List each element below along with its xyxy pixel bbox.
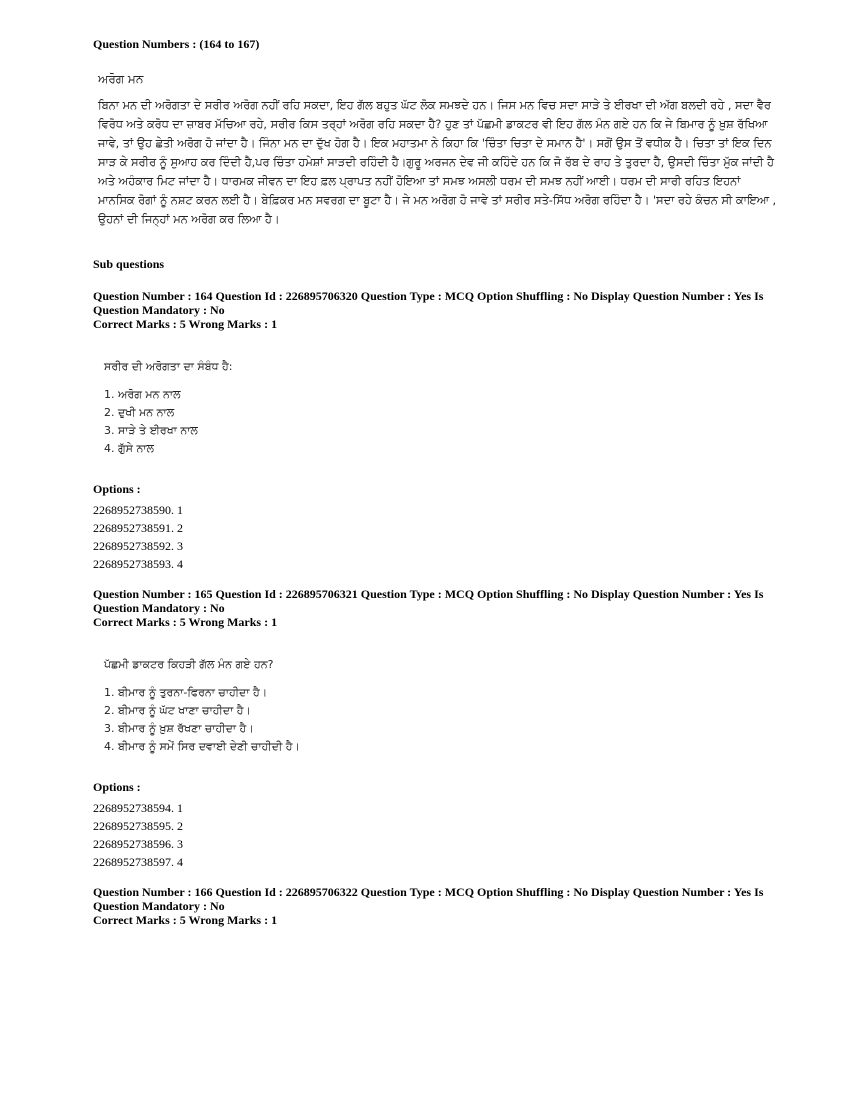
option-id: 2268952738591. 2 bbox=[93, 521, 183, 535]
question-165-meta bbox=[93, 587, 773, 629]
question-mandatory: Question Mandatory : No bbox=[93, 601, 225, 615]
option-id: 2268952738593. 4 bbox=[93, 557, 183, 571]
question-stem: ਸਰੀਰ ਦੀ ਅਰੋਗਤਾ ਦਾ ਸੰਬੰਧ ਹੈ: bbox=[104, 360, 233, 373]
question-marks: Correct Marks : 5 Wrong Marks : 1 bbox=[93, 913, 278, 927]
choice-item: 3. ਸਾੜੇ ਤੇ ਈਰਖਾ ਨਾਲ bbox=[118, 422, 232, 440]
option-id: 2268952738596. 3 bbox=[93, 837, 183, 851]
choice-item: 2. ਦੁਖੀ ਮਨ ਨਾਲ bbox=[118, 404, 232, 422]
choice-item: 1. ਅਰੋਗ ਮਨ ਨਾਲ bbox=[118, 386, 232, 404]
question-mandatory: Question Mandatory : No bbox=[93, 899, 225, 913]
option-id: 2268952738597. 4 bbox=[93, 855, 183, 869]
question-meta-line: Question Number : 166 Question Id : 226895706322 Question Type : MCQ Option Shuffling : No Display Question Number : Yes Is bbox=[93, 885, 764, 899]
options-label: Options : bbox=[93, 482, 141, 496]
choice-item: 4. ਗੁੱਸੇ ਨਾਲ bbox=[118, 440, 232, 458]
question-stem: ਪੱਛਮੀ ਡਾਕਟਰ ਕਿਹੜੀ ਗੱਲ ਮੰਨ ਗਏ ਹਨ? bbox=[104, 658, 274, 671]
sub-questions-label: Sub questions bbox=[93, 257, 165, 271]
question-164-options bbox=[93, 482, 183, 573]
question-meta-line: Question Number : 164 Question Id : 226895706320 Question Type : MCQ Option Shuffling : No Display Question Number : Yes Is bbox=[93, 289, 764, 303]
question-165-options bbox=[93, 780, 183, 871]
option-id: 2268952738592. 3 bbox=[93, 539, 183, 553]
question-166-meta bbox=[93, 885, 773, 927]
options-label: Options : bbox=[93, 780, 141, 794]
choice-list bbox=[104, 684, 300, 756]
choice-item: 4. ਬੀਮਾਰ ਨੂੰ ਸਮੇਂ ਸਿਰ ਦਵਾਈ ਦੇਣੀ ਚਾਹੀਦੀ ਹੈ। bbox=[118, 738, 300, 756]
option-id: 2268952738594. 1 bbox=[93, 801, 183, 815]
question-164-meta bbox=[93, 289, 773, 331]
question-marks: Correct Marks : 5 Wrong Marks : 1 bbox=[93, 317, 278, 331]
option-id: 2268952738595. 2 bbox=[93, 819, 183, 833]
question-meta-line: Question Number : 165 Question Id : 226895706321 Question Type : MCQ Option Shuffling : No Display Question Number : Yes Is bbox=[93, 587, 764, 601]
choice-item: 2. ਬੀਮਾਰ ਨੂੰ ਘੱਟ ਖਾਣਾ ਚਾਹੀਦਾ ਹੈ। bbox=[118, 702, 300, 720]
question-marks: Correct Marks : 5 Wrong Marks : 1 bbox=[93, 615, 278, 629]
question-165-body bbox=[104, 658, 300, 756]
question-range-header: Question Numbers : (164 to 167) bbox=[93, 37, 260, 51]
question-mandatory: Question Mandatory : No bbox=[93, 303, 225, 317]
option-id: 2268952738590. 1 bbox=[93, 503, 183, 517]
passage bbox=[98, 72, 778, 229]
passage-title: ਅਰੋਗ ਮਨ bbox=[98, 72, 144, 86]
question-164-body bbox=[104, 360, 232, 458]
passage-body: ਬਿਨਾ ਮਨ ਦੀ ਅਰੋਗਤਾ ਦੇ ਸਰੀਰ ਅਰੋਗ ਨਹੀਂ ਰਹਿ ਸਕਦਾ, ਇਹ ਗੱਲ ਬਹੁਤ ਘੱਟ ਲੋਕ ਸਮਝਦੇ ਹਨ। ਜਿਸ ਮਨ ਵਿਚ ਸਦਾ ਸਾੜੇ ਤੇ ਈਰਖਾ ਦੀ ਅੱਗ ਬਲਦੀ ਰਹੇ , ਸਦਾ ਵੈਰ ਵਿਰੋਧ ਅਤੇ ਕਰੋਧ ਦਾ ਜ਼ਾਬਰ ਮੱਚਿਆ ਰਹੇ, ਸਰੀਰ ਕਿਸ ਤਰ੍ਹਾਂ ਅਰੋਗ ਰਹਿ ਸਕਦਾ ਹੈ? ਹੁਣ ਤਾਂ ਪੱਛਮੀ ਡਾਕਟਰ ਵੀ ਇਹ ਗੱਲ ਮੰਨ ਗਏ ਹਨ ਕਿ ਜੇ ਬਿਮਾਰ ਨੂੰ ਖ਼ੁਸ਼ ਰੱਖਿਆ ਜਾਵੇ, ਤਾਂ ਉਹ ਛੇਤੀ ਅਰੋਗ ਹੋ ਜਾਂਦਾ ਹੈ। ਜਿੰਨਾ ਮਨ ਦਾ ਦੁੱਖ ਹੋਗ ਹੈ। ਇਕ ਮਹਾਤਮਾ ਨੇ ਕਿਹਾ ਕਿ 'ਚਿੰਤਾ ਚਿਤਾ ਦੇ ਸਮਾਨ ਹੈ'। ਸਗੋਂ ਉਸ ਤੋਂ ਵਧੀਕ ਹੈ। ਚਿਤਾ ਤਾਂ ਇਕ ਦਿਨ ਸਾੜ ਕੇ ਸਰੀਰ ਨੂੰ ਸੁਆਹ ਕਰ ਦਿੰਦੀ ਹੈ,ਪਰ ਚਿੰਤਾ ਹਮੇਸ਼ਾਂ ਸਾੜਦੀ ਰਹਿੰਦੀ ਹੈ।ਗੁਰੂ ਅਰਜਨ ਦੇਵ ਜੀ ਕਹਿੰਦੇ ਹਨ ਕਿ ਜੋ ਰੱਬ ਦੇ ਰਾਹ ਤੇ ਤੁਰਦਾ ਹੈ, ਉਸਦੀ ਚਿੰਤਾ ਮੁੱਕ ਜਾਂਦੀ ਹੈ ਅਤੇ ਅਹੰਕਾਰ ਮਿਟ ਜਾਂਦਾ ਹੈ। ਧਾਰਮਕ ਜੀਵਨ ਦਾ ਇਹ ਫ਼ਲ ਪ੍ਰਾਪਤ ਨਹੀਂ ਹੋਇਆ ਤਾਂ ਸਮਝ ਅਸਲੀ ਧਰਮ ਦੀ ਸਮਝ ਨਹੀਂ ਆਈ। ਧਰਮ ਦੀ ਸਾਰੀ ਰਹਿਤ ਇਹਨਾਂ ਮਾਨਸਿਕ ਰੋਗਾਂ ਨੂੰ ਨਸ਼ਟ ਕਰਨ ਲਈ ਹੈ। ਬੇਫ਼ਿਕਰ ਮਨ ਸਵਰਗ ਦਾ ਬੂਟਾ ਹੈ। ਜੇ ਮਨ ਅਰੋਗ ਹੋ ਜਾਵੇ ਤਾਂ ਸਰੀਰ ਸਤੇ-ਸਿੱਧ ਅਰੋਗ ਰਹਿੰਦਾ ਹੈ। 'ਸਦਾ ਰਹੇ ਕੰਚਨ ਸੀ ਕਾਇਆ , ਉਹਨਾਂ ਦੀ ਜਿਨ੍ਹਾਂ ਮਨ ਅਰੋਗ ਕਰ ਲਿਆ ਹੈ। bbox=[98, 99, 777, 226]
choice-item: 1. ਬੀਮਾਰ ਨੂੰ ਤੁਰਨਾ-ਫਿਰਨਾ ਚਾਹੀਦਾ ਹੈ। bbox=[118, 684, 300, 702]
choice-list bbox=[104, 386, 232, 458]
choice-item: 3. ਬੀਮਾਰ ਨੂੰ ਖ਼ੁਸ਼ ਰੱਖਣਾ ਚਾਹੀਦਾ ਹੈ। bbox=[118, 720, 300, 738]
